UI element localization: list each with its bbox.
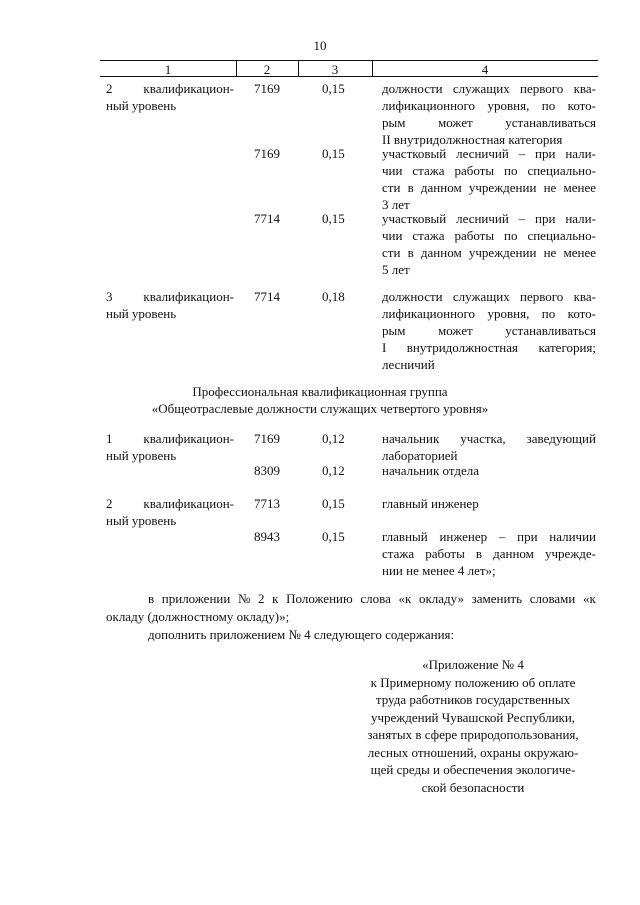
code-cell: 7714 bbox=[254, 211, 280, 226]
level-label: 2 квалификацион- ный уровень bbox=[106, 496, 234, 528]
position-description: должности служащих первого ква- лификационного уровня, по кото- рым может устанавливаться II внутридолжностная категория bbox=[382, 81, 596, 147]
position-description: начальник участка, заведующий лабораторией bbox=[382, 431, 596, 463]
table-header-top-rule bbox=[100, 60, 598, 61]
code-cell: 7714 bbox=[254, 289, 280, 304]
position-description: главный инженер – при наличии стажа работы в данном учрежде- нии не менее 4 лет»; bbox=[382, 529, 596, 578]
appendix-heading: «Приложение № 4 к Примерному положению об оплате труда работников государственных учреждений Чувашской Республики, занятых в сфере природопользования, лесных отношений, охраны окружаю- щей среды и обеспечения экологиче- ской безопасности bbox=[367, 657, 579, 795]
code-cell: 8943 bbox=[254, 529, 280, 544]
level-label: 3 квалификацион- ный уровень bbox=[106, 289, 234, 321]
level-number: 2 bbox=[106, 496, 113, 511]
position-description: участковый лесничий – при нали- чии стажа работы по специально- сти в данном учреждении не менее 5 лет bbox=[382, 211, 596, 277]
code-cell: 7169 bbox=[254, 146, 280, 161]
level-label: 1 квалификацион- ный уровень bbox=[106, 431, 234, 463]
coefficient-cell: 0,15 bbox=[322, 146, 345, 161]
position-description: должности служащих первого ква- лификационного уровня, по кото- рым может устанавливаться I внутридолжностная категория; лесничий bbox=[382, 289, 596, 372]
coefficient-cell: 0,12 bbox=[322, 463, 345, 478]
amendment-paragraph: в приложении № 2 к Положению слова «к окладу» заменить словами «к окладу (должностному окладу)»; bbox=[106, 591, 596, 624]
level-label: 2 квалификацион- ный уровень bbox=[106, 81, 234, 113]
level-number: 2 bbox=[106, 81, 113, 96]
coefficient-cell: 0,15 bbox=[322, 529, 345, 544]
page-number: 10 bbox=[313, 38, 327, 53]
code-cell: 7169 bbox=[254, 431, 280, 446]
code-cell: 7713 bbox=[254, 496, 280, 511]
position-description: главный инженер bbox=[382, 496, 479, 511]
position-description: начальник отдела bbox=[382, 463, 480, 478]
table-header-col-4: 4 bbox=[481, 62, 489, 77]
table-header-col-2: 2 bbox=[263, 62, 271, 77]
coefficient-cell: 0,18 bbox=[322, 289, 345, 304]
coefficient-cell: 0,15 bbox=[322, 81, 345, 96]
level-number: 3 bbox=[106, 289, 113, 304]
coefficient-cell: 0,15 bbox=[322, 496, 345, 511]
code-cell: 8309 bbox=[254, 463, 280, 478]
table-header-col-3: 3 bbox=[331, 62, 339, 77]
group-heading: Профессиональная квалификационная группа «Общеотраслевые должности служащих четвертого уровня» bbox=[151, 384, 489, 416]
level-number: 1 bbox=[106, 431, 113, 446]
amendment-paragraph: дополнить приложением № 4 следующего содержания: bbox=[148, 627, 455, 642]
position-description: участковый лесничий – при нали- чии стажа работы по специально- сти в данном учреждении не менее 3 лет bbox=[382, 146, 596, 212]
coefficient-cell: 0,12 bbox=[322, 431, 345, 446]
code-cell: 7169 bbox=[254, 81, 280, 96]
table-header-col-1: 1 bbox=[164, 62, 172, 77]
coefficient-cell: 0,15 bbox=[322, 211, 345, 226]
